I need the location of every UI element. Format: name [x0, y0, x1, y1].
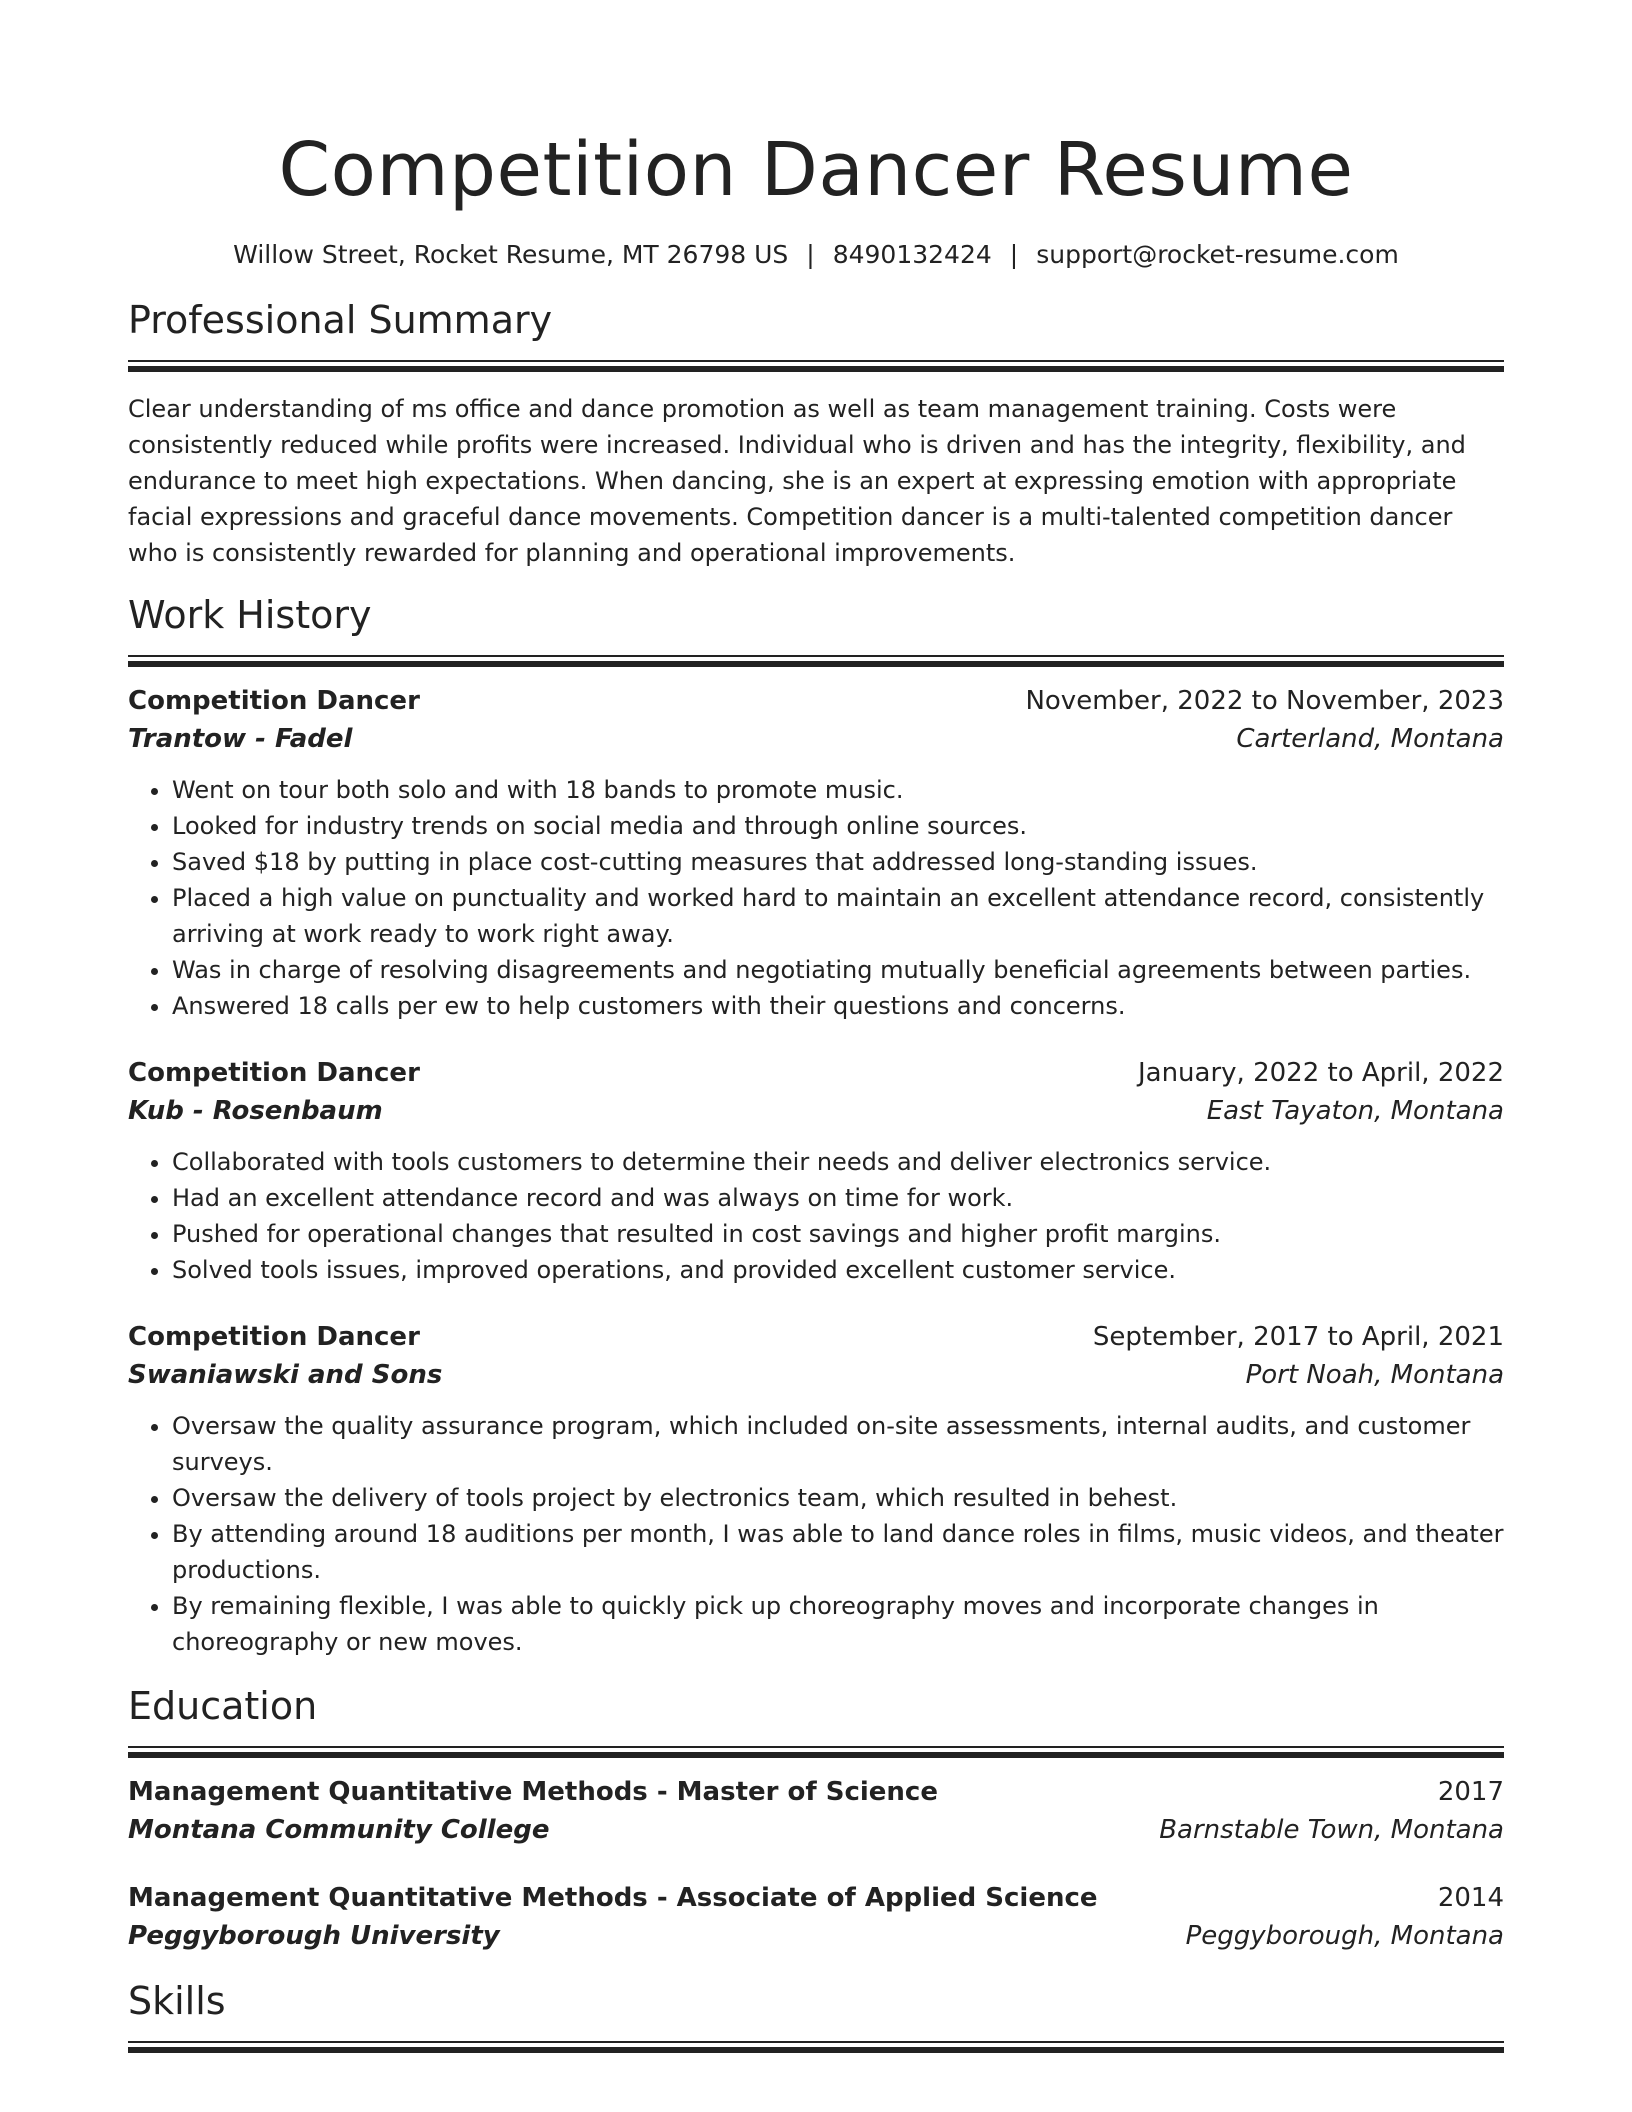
section-divider [128, 360, 1504, 373]
contact-address: Willow Street, Rocket Resume, MT 26798 US [233, 240, 789, 269]
education-location: Peggyborough, Montana [1185, 1921, 1504, 1951]
education-entry [128, 1773, 1504, 1849]
job-location: East Tayaton, Montana [1206, 1096, 1504, 1126]
section-divider [128, 1746, 1504, 1759]
summary-text: Clear understanding of ms office and dance promotion as well as team management training. Costs were consistently reduced while profits were increased. Individual who is driven and has the integrity, flexibility, and endurance to meet high expectations. When dancing, she is an expert at expressing emotion with appropriate facial expressions and graceful dance movements. Competition dancer is a multi-talented competition dancer who is consistently rewarded for planning and operational improvements. [128, 395, 1466, 567]
job-bullet: • Pushed for operational changes that resulted in cost savings and higher profit margins. [172, 1216, 1504, 1252]
job-bullet: • Solved tools issues, improved operations, and provided excellent customer service. [172, 1252, 1504, 1288]
job-company: Swaniawski and Sons [128, 1360, 443, 1390]
contact-phone: 8490132424 [832, 240, 992, 269]
job-bullets [128, 772, 1504, 1024]
job-dates: September, 2017 to April, 2021 [1092, 1322, 1504, 1352]
contact-separator: | [806, 240, 815, 269]
education-year: 2014 [1437, 1883, 1504, 1913]
job-bullet: • Looked for industry trends on social media and through online sources. [172, 808, 1504, 844]
job-entry [128, 682, 1504, 1024]
job-location: Carterland, Montana [1236, 724, 1504, 754]
education-degree: Management Quantitative Methods - Associate of Applied Science [128, 1883, 1098, 1913]
job-bullet: • By attending around 18 auditions per month, I was able to land dance roles in films, music videos, and theater productions. [172, 1516, 1504, 1588]
summary-section [128, 296, 1504, 571]
job-bullets [128, 1408, 1504, 1660]
job-bullet: • Was in charge of resolving disagreements and negotiating mutually beneficial agreements between parties. [172, 952, 1504, 988]
contact-line [128, 238, 1504, 272]
job-bullet: • Oversaw the delivery of tools project by electronics team, which resulted in behest. [172, 1480, 1504, 1516]
skills-section [128, 1977, 1504, 2054]
education-degree: Management Quantitative Methods - Master of Science [128, 1777, 938, 1807]
job-bullet: • Had an excellent attendance record and was always on time for work. [172, 1180, 1504, 1216]
education-school: Peggyborough University [128, 1921, 500, 1951]
contact-email: support@rocket-resume.com [1036, 240, 1399, 269]
job-dates: January, 2022 to April, 2022 [1137, 1058, 1504, 1088]
skills-heading: Skills [128, 1979, 226, 2023]
job-dates: November, 2022 to November, 2023 [1025, 686, 1504, 716]
summary-heading: Professional Summary [128, 298, 553, 342]
education-school: Montana Community College [128, 1815, 550, 1845]
work-history-section [128, 591, 1504, 1660]
job-title: Competition Dancer [128, 1058, 420, 1088]
job-company: Trantow - Fadel [128, 724, 353, 754]
job-bullets [128, 1144, 1504, 1288]
resume-title: Competition Dancer Resume [278, 127, 1354, 213]
job-bullet: • Collaborated with tools customers to determine their needs and deliver electronics service. [172, 1144, 1504, 1180]
job-bullet: • Went on tour both solo and with 18 bands to promote music. [172, 772, 1504, 808]
job-company: Kub - Rosenbaum [128, 1096, 383, 1126]
job-bullet: • Answered 18 calls per ew to help customers with their questions and concerns. [172, 988, 1504, 1024]
job-title: Competition Dancer [128, 686, 420, 716]
education-section [128, 1682, 1504, 1955]
job-bullet: • Oversaw the quality assurance program, which included on-site assessments, internal audits, and customer surveys. [172, 1408, 1504, 1480]
work-history-heading: Work History [128, 593, 372, 637]
job-bullet: • Saved $18 by putting in place cost-cutting measures that addressed long-standing issues. [172, 844, 1504, 880]
job-location: Port Noah, Montana [1245, 1360, 1504, 1390]
section-divider [128, 655, 1504, 668]
education-location: Barnstable Town, Montana [1159, 1815, 1504, 1845]
job-bullet: • Placed a high value on punctuality and worked hard to maintain an excellent attendance record, consistently arriving at work ready to work right away. [172, 880, 1504, 952]
contact-separator: | [1009, 240, 1019, 269]
job-title: Competition Dancer [128, 1322, 420, 1352]
job-bullet: • By remaining flexible, I was able to quickly pick up choreography moves and incorporate changes in choreography or new moves. [172, 1588, 1504, 1660]
section-divider [128, 2041, 1504, 2054]
education-year: 2017 [1437, 1777, 1504, 1807]
education-heading: Education [128, 1684, 318, 1728]
education-entry [128, 1879, 1504, 1955]
job-entry [128, 1054, 1504, 1288]
job-entry [128, 1318, 1504, 1660]
